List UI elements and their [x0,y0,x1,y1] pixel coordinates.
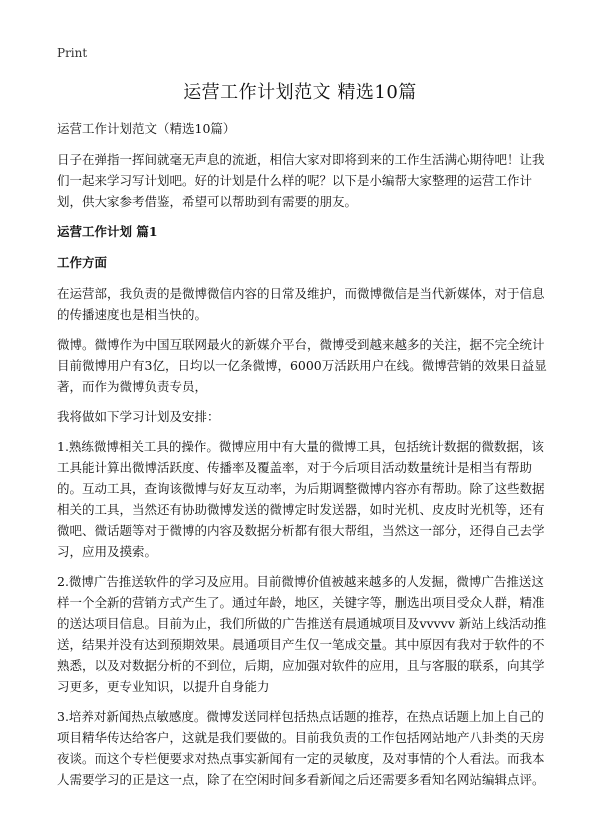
body-paragraph: 微博。微博作为中国互联网最火的新媒介平台，微博受到越来越多的关注，据不完全统计目前微博用户有3亿，日均以一亿条微博，6000万活跃用户在线。微博营销的效果日益显著，而作为微博负责专员， [57,337,547,394]
document-title: 运营工作计划范文 精选10篇 [183,82,417,103]
section-heading: 运营工作计划 篇1 [57,224,158,239]
body-paragraph: 1.熟练微博相关工具的操作。微博应用中有大量的微博工具，包括统计数据的微数据，该工具能计算出微博活跃度、传播率及覆盖率，对于今后项目活动数量统计是相当有帮助的。互动工具，查询该微博与好友互动率，为后期调整微博内容亦有帮助。除了这些数据相关的工具，当然还有协助微博发送的微博定时发送器，如时光机、皮皮时光机等，还有微吧、微话题等对于微博的内容及数据分析都有很大帮组，当然这一部分，还得自己去学习，应用及摸索。 [57,439,545,559]
body-paragraph: 在运营部，我负责的是微博微信内容的日常及维护，而微博微信是当代新媒体，对于信息的传播速度也是相当快的。 [57,286,545,322]
body-paragraph: 3.培养对新闻热点敏感度。微博发送同样包括热点话题的推荐，在热点话题上加上自己的项目精华传达给客户，这就是我们要做的。目前我负责的工作包括网站地产八卦类的天房夜谈。而这个专栏便要求对热点事实新闻有一定的灵敏度，及对事情的个人看法。而我本人需要学习的正是这一点，除了在空闲时间多看新闻之后还需要多看知名网站编辑点评。 [57,709,545,787]
body-paragraph: 2.微博广告推送软件的学习及应用。目前微博价值被越来越多的人发掘，微博广告推送这样一个全新的营销方式产生了。通过年龄，地区，关键字等，删选出项目受众人群，精准的送达项目信息。目前为止，我们所做的广告推送有晨通城项目及vvvvv 新站上线活动推送，结果并没有达到预期效果。晨通项目产生仅一笔成交量。其中原因有我对于软件的不熟悉，以及对数据分析的不到位，后期，应加强对软件的应用，且与客服的联系，向其学习更多，更专业知识，以提升自身能力 [57,574,547,694]
body-paragraph: 我将做如下学习计划及安排： [57,409,220,424]
sub-heading: 工作方面 [57,255,108,270]
document-body [57,118,552,799]
intro-paragraph: 日子在弹指一挥间就毫无声息的流逝，相信大家对即将到来的工作生活满心期待吧！让我们一起来学习写计划吧。好的计划是什么样的呢？以下是小编帮大家整理的运营工作计划，供大家参考借鉴，希望可以帮助到有需要的朋友。 [57,152,545,209]
document-subtitle: 运营工作计划范文（精选10篇） [57,121,236,136]
print-label: Print [57,46,88,60]
